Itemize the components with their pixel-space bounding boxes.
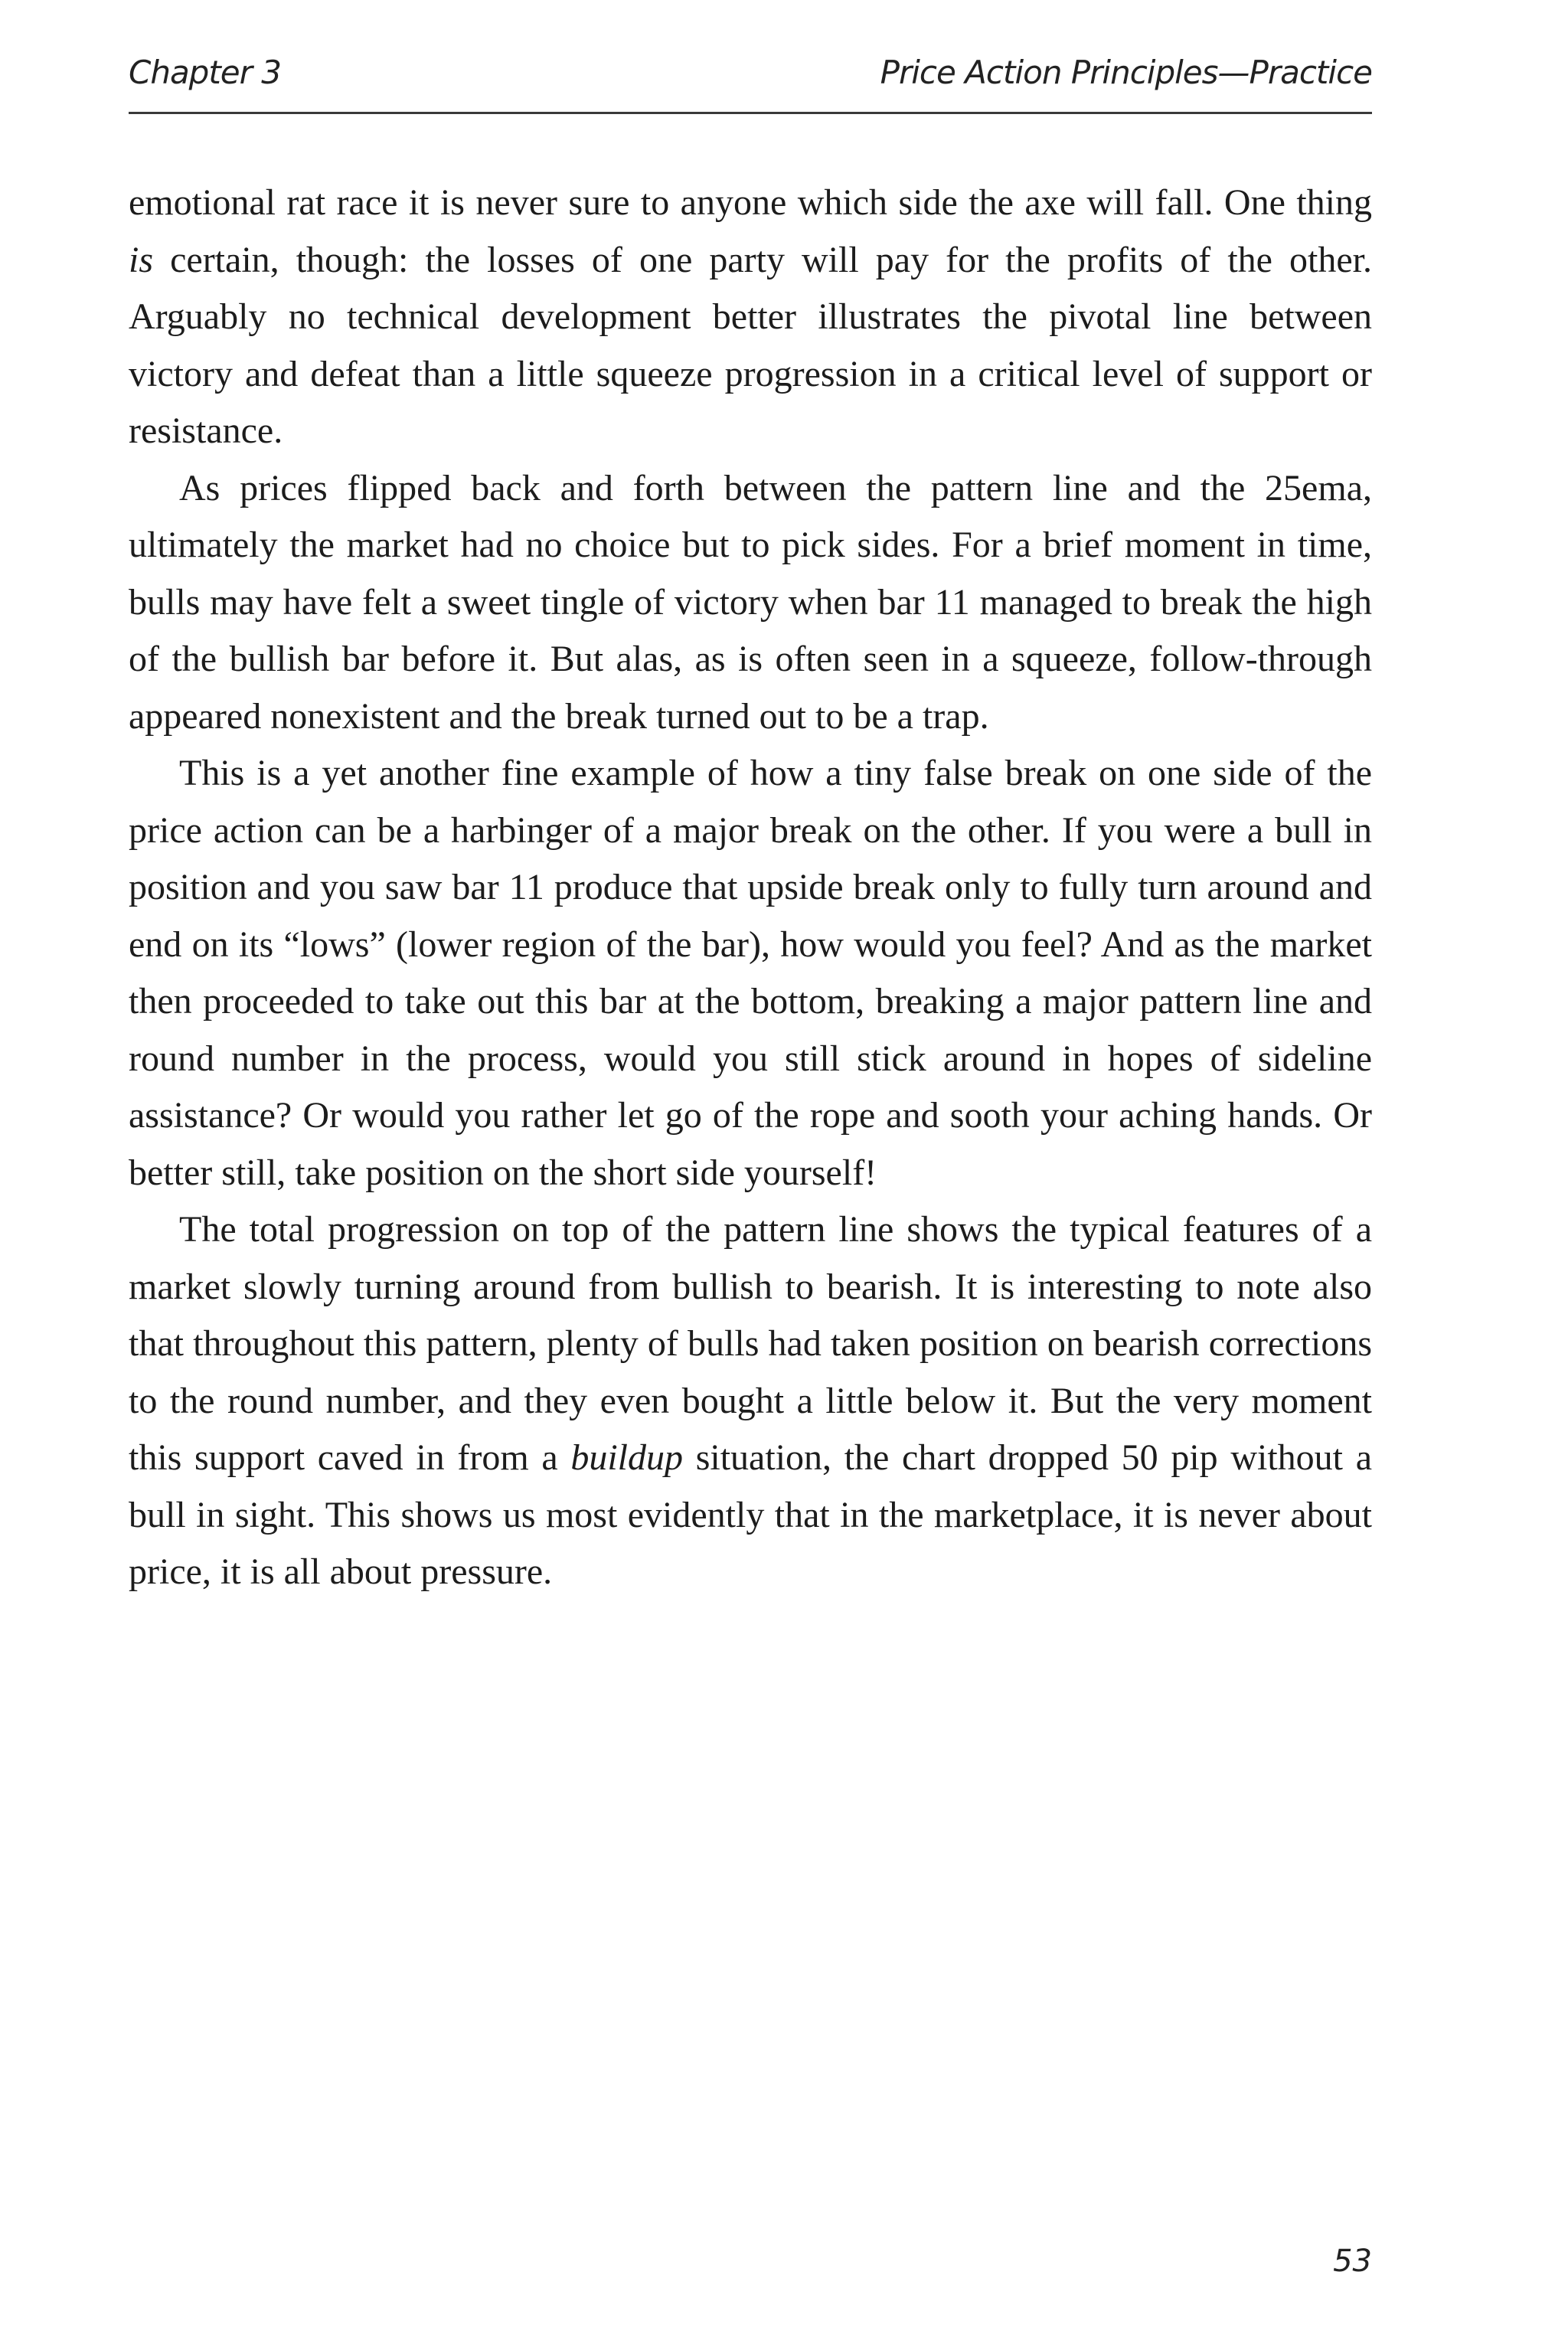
chapter-label: Chapter 3 [129,54,281,91]
paragraph-4 [129,1201,1372,1601]
paragraph-4-part-2: situation, the chart dropped 50 pip without a bull in sight. This shows us most evidently that in the marketplace, it is never about price, it is all about pressure. [129,1437,1373,1592]
paragraph-1-part-2: certain, though: the losses of one party will pay for the profits of the other. Arguably no technical development better illustrates the pivotal line between victory and defeat than a little squeeze progression in a critical level of support or resistance. [129,239,1372,451]
running-header [129,47,1372,114]
page-number: 53 [1333,2244,1372,2279]
body-text [129,175,1372,1601]
paragraph-1-emphasis: is [129,239,154,280]
paragraph-2: As prices flipped back and forth between the pattern line and the 25ema, ultimately the market had no choice but to pick sides. For a brief moment in time, bulls may have felt a sweet tingle of victory when bar 11 managed to break the high of the bullish bar before it. But alas, as is often seen in a squeeze, follow-through appeared nonexistent and the break turned out to be a trap. [129,467,1372,737]
paragraph-4-emphasis: buildup [570,1437,684,1478]
paragraph-1 [129,175,1372,460]
section-title: Price Action Principles—Practice [880,54,1372,91]
paragraph-3: This is a yet another fine example of how a tiny false break on one side of the price action can be a harbinger of a major break on the other. If you were a bull in position and you saw bar 11 produce that upside break only to fully turn around and end on its “lows” (lower region of the bar), how would you feel? And as the market then proceeded to take out this bar at the bottom, breaking a major pattern line and round number in the process, would you still stick around in hopes of sideline assistance? Or would you rather let go of the rope and sooth your aching hands. Or better still, take position on the short side yourself! [129,753,1372,1193]
paragraph-1-part-1: emotional rat race it is never sure to anyone which side the axe will fall. One thing [129,182,1372,223]
paragraph-4-part-1: The total progression on top of the pattern line shows the typical features of a market slowly turning around from bullish to bearish. It is interesting to note also that throughout this pattern, plenty of bulls had taken position on bearish corrections to the round number, and they even bought a little below it. But the very moment this support caved in from a [129,1209,1372,1478]
